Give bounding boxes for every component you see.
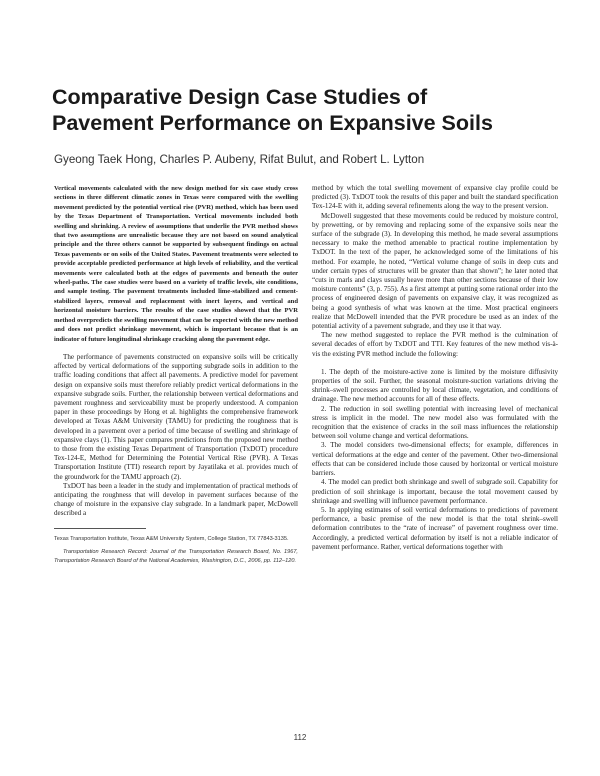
citation-note: Transportation Research Record: Journal of the Transportation Research Board, No. 1967, Transportation Research Board of the National Academies, Washington, D.C., 2006, pp. 112–120. (54, 549, 298, 564)
abstract: Vertical movements calculated with the new design method for six case study cross sections in three different climatic zones in Texas were compared with the swelling movement predicted by the potential vertical rise (PVR) method, which has been used by the Texas Department of Transportation. Vertical movements included both swelling and shrinking. A review of assumptions that underlie the PVR method shows that two assumptions are unrealistic because they are not based on sound analytical principle and the three others cannot be supported by subsequent findings on actual Texas pavements or on soils of the United States. Pavement treatments were selected to provide acceptable predicted performance at high levels of reliability, and the vertical movements were calculated both at the edges of pavements and beneath the outer wheel-paths. The case studies were based on a variety of traffic levels, site conditions, and sample testing. The pavement treatments included lime-stabilized and cement-stabilized layers, removal and replacement with inert layers, and vertical and horizontal moisture barriers. The results of the case studies showed that the PVR method overpredicts the swelling movement that can be expected with the new method and does not predict shrinkage movement, which is important because that is an indicator of future longitudinal shrinkage cracking along the pavement edge. (54, 185, 298, 343)
body-paragraph: The performance of pavements constructed on expansive soils will be critically affected by vertical deformations of the supporting subgrade soils in addition to the traffic loading conditions that affect all pavements. A predictive model for pavement design on expansive soils must therefore reliably predict vertical deformations in the expansive subgrade soils. Further, the relationship between vertical deformations and pavement roughness and serviceability must be properly understood. A companion paper in these proceedings by Hong et al. highlights the comprehensive framework developed at Texas A&M University (TAMU) for predicting the roughness that is developed in a pavement over a period of time because of swelling and shrinkage of expansive clays (1). This paper compares predictions from the proposed new method to those from the existing Texas Department of Transportation (TxDOT) procedure Tex-124-E, Method for Determining the Potential Vertical Rise (PVR). A Texas Transportation Institute (TTI) research report by Jayatilaka et al. provides much of the groundwork for the TAMU approach (2). (54, 352, 298, 481)
page-number: 112 (293, 733, 307, 742)
title-line-2: Pavement Performance on Expansive Soils (52, 111, 493, 135)
list-item: 1. The depth of the moisture-active zone is limited by the moisture diffusivity properties of the soil. Further, the seasonal moisture-suction variations driving the shrink–swell processes are controlled by local climate, vegetation, and conditions of drainage. The new method accounts for all of these effects. (312, 367, 558, 404)
left-column (54, 184, 298, 565)
body-paragraph: method by which the total swelling movement of expansive clay profile could be predicted (3). TxDOT took the results of this paper and built the standard specification Tex-124-E with it, adding several refinements along the way to the present version. (312, 184, 558, 211)
body-paragraph: McDowell suggested that these movements could be reduced by moisture control, by prewetting, or by removing and replacing some of the expansive soils near the surface of the subgrade (3). In developing this method, he made several assumptions necessary to make the method amenable to practical routine implementation by TxDOT. In the text of the paper, he acknowledged some of the limitations of his method. For example, he noted, “Vertical volume change of soils in deep cuts and under certain types of structures will be greater than that shown”; he later noted that “cuts in marls and clays usually heave more than other sections because of their low moisture contents” (3, p. 755). As a first attempt at putting some rational order into the process of engineered design of pavements on expansive clay, it was recognized as being a good synthesis of what was known at the time. Most practical engineers realize that McDowell intended that the PVR procedure be used as an index of the potential activity of a pavement subgrade, and they use it that way. (312, 211, 558, 331)
affiliation-note: Texas Transportation Institute, Texas A&M University System, College Station, TX 77843-3135. (54, 535, 289, 542)
title-line-1: Comparative Design Case Studies of (52, 85, 428, 109)
paper-title (52, 84, 552, 136)
author-list: Gyeong Taek Hong, Charles P. Aubeny, Rifat Bulut, and Robert L. Lytton (54, 153, 425, 166)
footnote-divider (54, 528, 146, 529)
right-column (312, 184, 558, 552)
body-paragraph: TxDOT has been a leader in the study and implementation of practical methods of anticipating the roughness that will develop in pavement surfaces because of the change of moisture in the expansive clay subgrade. In a landmark paper, McDowell described a (54, 481, 298, 518)
body-paragraph: The new method suggested to replace the PVR method is the culmination of several decades of effort by TxDOT and TTI. Key features of the new method vis-à-vis the existing PVR method include the following: (312, 331, 558, 358)
list-item: 4. The model can predict both shrinkage and swell of subgrade soil. Capability for prediction of soil shrinkage is important, because the total movement caused by shrinkage and swelling will influence pavement performance. (312, 478, 558, 505)
list-item: 3. The model considers two-dimensional effects; for example, differences in vertical deformations at the edge and center of the pavement. Other two-dimensional effects that can be considered include those caused by horizontal or vertical moisture barriers. (312, 441, 558, 478)
list-item: 2. The reduction in soil swelling potential with increasing level of mechanical stress is implicit in the model. The new model also was formulated with the recognition that the existence of cracks in the soil mass influences the relationship between soil volume change and vertical deformations. (312, 404, 558, 441)
list-item: 5. In applying estimates of soil vertical deformations to predictions of pavement performance, a basic premise of the new model is that the total shrink–swell deformation contributes to the “rate of increase” of pavement roughness over time. Accordingly, a predicted vertical deformation by itself is not a reliable indicator of pavement performance. Rather, vertical deformations together with (312, 505, 558, 551)
